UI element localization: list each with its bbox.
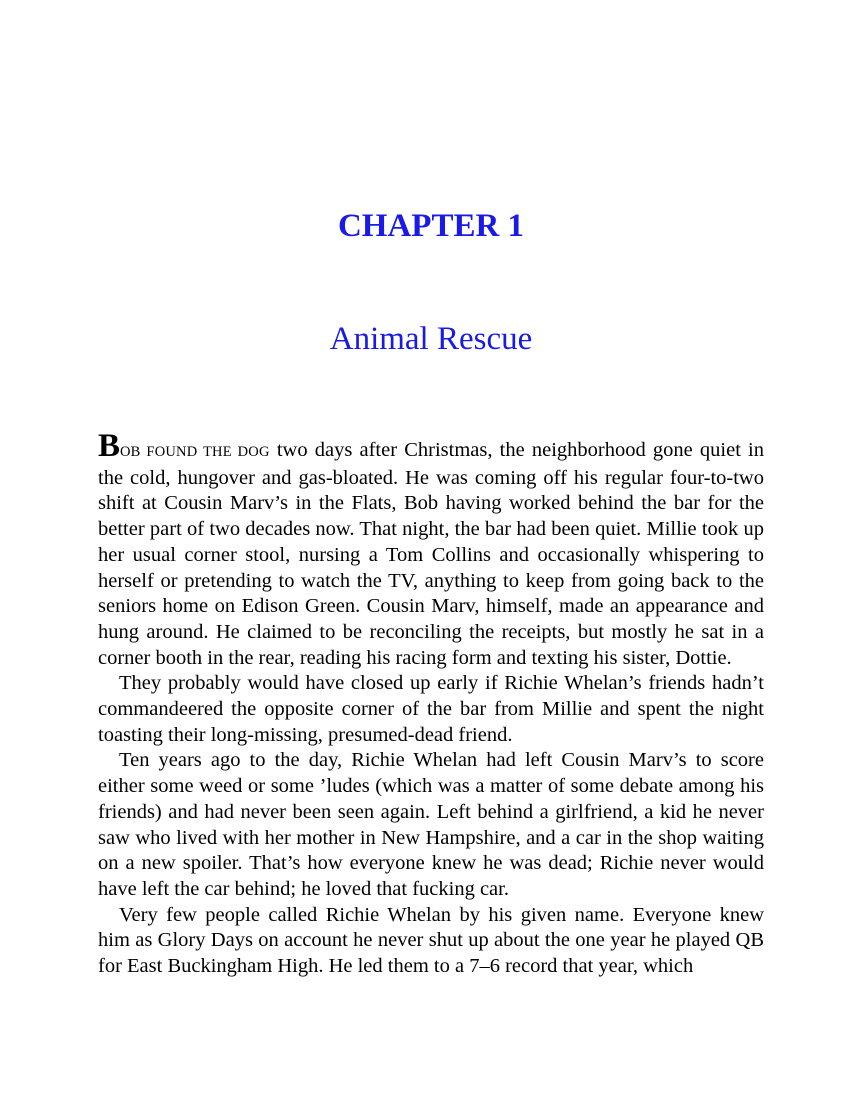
opening-paragraph bbox=[98, 428, 764, 671]
chapter-body bbox=[98, 428, 764, 980]
drop-cap: B bbox=[98, 428, 121, 464]
paragraph: Ten years ago to the day, Richie Whelan had left Cousin Marv’s to score either some weed or some ’ludes (which was a matter of some debate among his friends) and had never been seen again. Left behind a girlfriend, a kid he never saw who lived with her mother in New Hampshire, and a car in the shop waiting on a new spoiler. That’s how everyone knew he was dead; Richie never would have left the car behind; he loved that fucking car. bbox=[98, 749, 764, 900]
chapter-number: CHAPTER 1 bbox=[337, 208, 525, 244]
small-caps-lead: OB FOUND THE DOG bbox=[120, 444, 270, 460]
paragraph: They probably would have closed up early if Richie Whelan’s friends hadn’t commandeered the opposite corner of the bar from Millie and spent the night toasting their long-missing, presumed-dead friend. bbox=[98, 672, 764, 746]
chapter-title: Animal Rescue bbox=[329, 321, 533, 357]
paragraph: Very few people called Richie Whelan by his given name. Everyone knew him as Glory Days on account he never shut up about the one year he played QB for East Buckingham High. He led them to a 7–6 record that year, which bbox=[98, 903, 764, 978]
opening-paragraph-text: two days after Christmas, the neighborhood gone quiet in the cold, hungover and gas-bloated. He was coming off his regular four-to-two shift at Cousin Marv’s in the Flats, Bob having worked behind the bar for the better part of two decades now. That night, the bar had been quiet. Millie took up her usual corner stool, nursing a Tom Collins and occasionally whispering to herself or pretending to watch the TV, anything to keep from going back to the seniors home on Edison Green. Cousin Marv, himself, made an appearance and hung around. He claimed to be reconciling the receipts, but mostly he sat in a corner booth in the rear, reading his racing form and texting his sister, Dottie. bbox=[98, 439, 764, 669]
